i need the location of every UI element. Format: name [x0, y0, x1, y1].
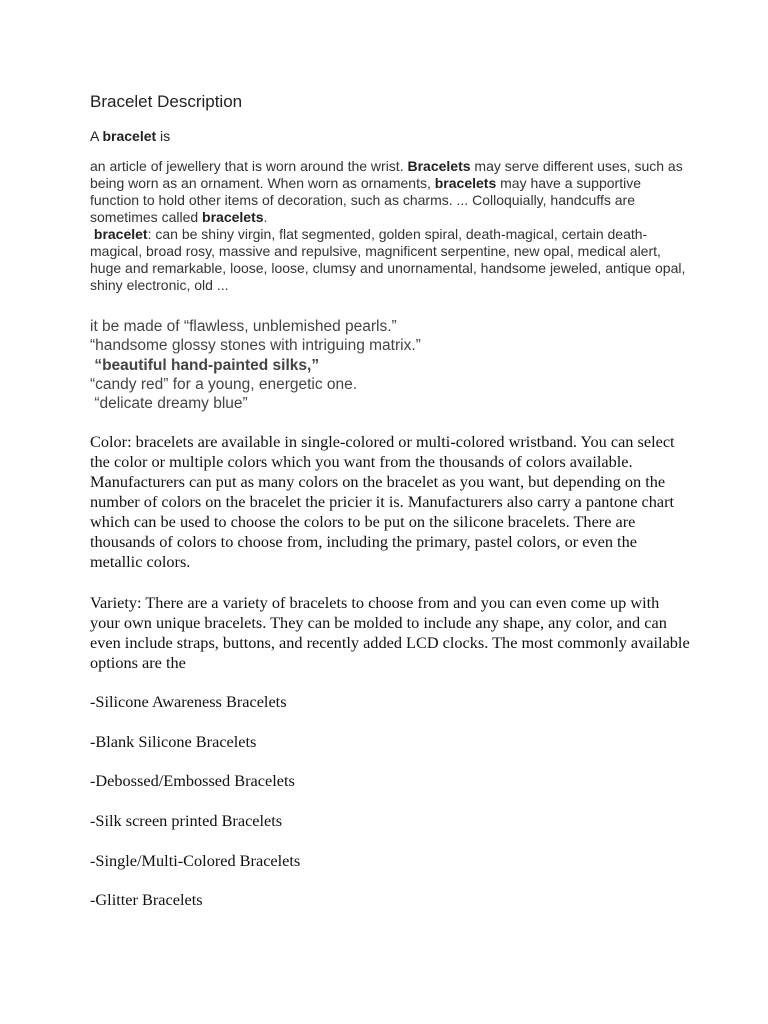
quote-bold: “beautiful hand-painted silks,” [94, 356, 320, 374]
definition-term: bracelets [434, 175, 497, 191]
quote-line: “candy red” for a young, energetic one. [90, 375, 358, 393]
definition-text: : can be shiny virgin, flat segmented, golden spiral, death-magical, certain death-magical, broad rosy, massive and repulsive, magnificent serpentine, new opal, medical alert, huge and remarkable, loose, loose, clumsy and unornamental, handsome jeweled, antique opal, shiny electronic, old ... [90, 226, 686, 293]
option-item: -Glitter Bracelets [90, 890, 203, 909]
color-paragraph: Color: bracelets are available in single-colored or multi-colored wristband. You can select the color or multiple colors which you want from the thousands of colors available. Manufacturers can put as many colors on the bracelet as you want, but depending on the number of colors on the bracelet the pricier it is. Manufacturers also carry a pantone chart which can be used to choose the colors to be put on the silicone bracelets. There are thousands of colors to choose from, including the primary, pastel colors, or even the metallic colors. [90, 432, 675, 571]
quote-line: it be made of “flawless, unblemished pearls.” [90, 318, 397, 335]
definition-text: . [263, 209, 268, 225]
variety-paragraph: Variety: There are a variety of bracelets to choose from and you can even come up with your own unique bracelets. They can be molded to include any shape, any color, and can even include straps, buttons, and recently added LCD clocks. The most commonly available options are the [90, 593, 690, 672]
option-item: -Debossed/Embossed Bracelets [90, 771, 295, 790]
quotes-block [90, 317, 690, 413]
quote-line [90, 394, 690, 413]
definition-term: bracelets [202, 209, 264, 225]
intro-prefix: A [90, 128, 103, 144]
document-title: Bracelet Description [90, 92, 243, 111]
definition-text: may serve different uses, such as being worn as an ornament. When worn as ornaments, [90, 158, 683, 191]
option-item: -Silk screen printed Bracelets [90, 811, 283, 830]
intro-line [90, 128, 170, 144]
quote-text: “delicate dreamy blue” [94, 395, 248, 413]
definition-term: bracelet [93, 226, 148, 242]
definition-block [90, 158, 690, 294]
intro-suffix: is [156, 128, 171, 144]
option-item: -Silicone Awareness Bracelets [90, 692, 287, 711]
option-item: -Blank Silicone Bracelets [90, 732, 257, 751]
definition-term: Bracelets [407, 158, 471, 174]
quote-line [90, 356, 690, 375]
definition-text: an article of jewellery that is worn around the wrist. [90, 158, 408, 174]
option-item: -Single/Multi-Colored Bracelets [90, 851, 301, 870]
quote-line: “handsome glossy stones with intriguing matrix.” [90, 337, 421, 355]
definition-text: may have a supportive function to hold other items of decoration, such as charms. ... Colloquially, handcuffs are sometimes called [90, 175, 641, 225]
intro-term: bracelet [102, 128, 157, 144]
